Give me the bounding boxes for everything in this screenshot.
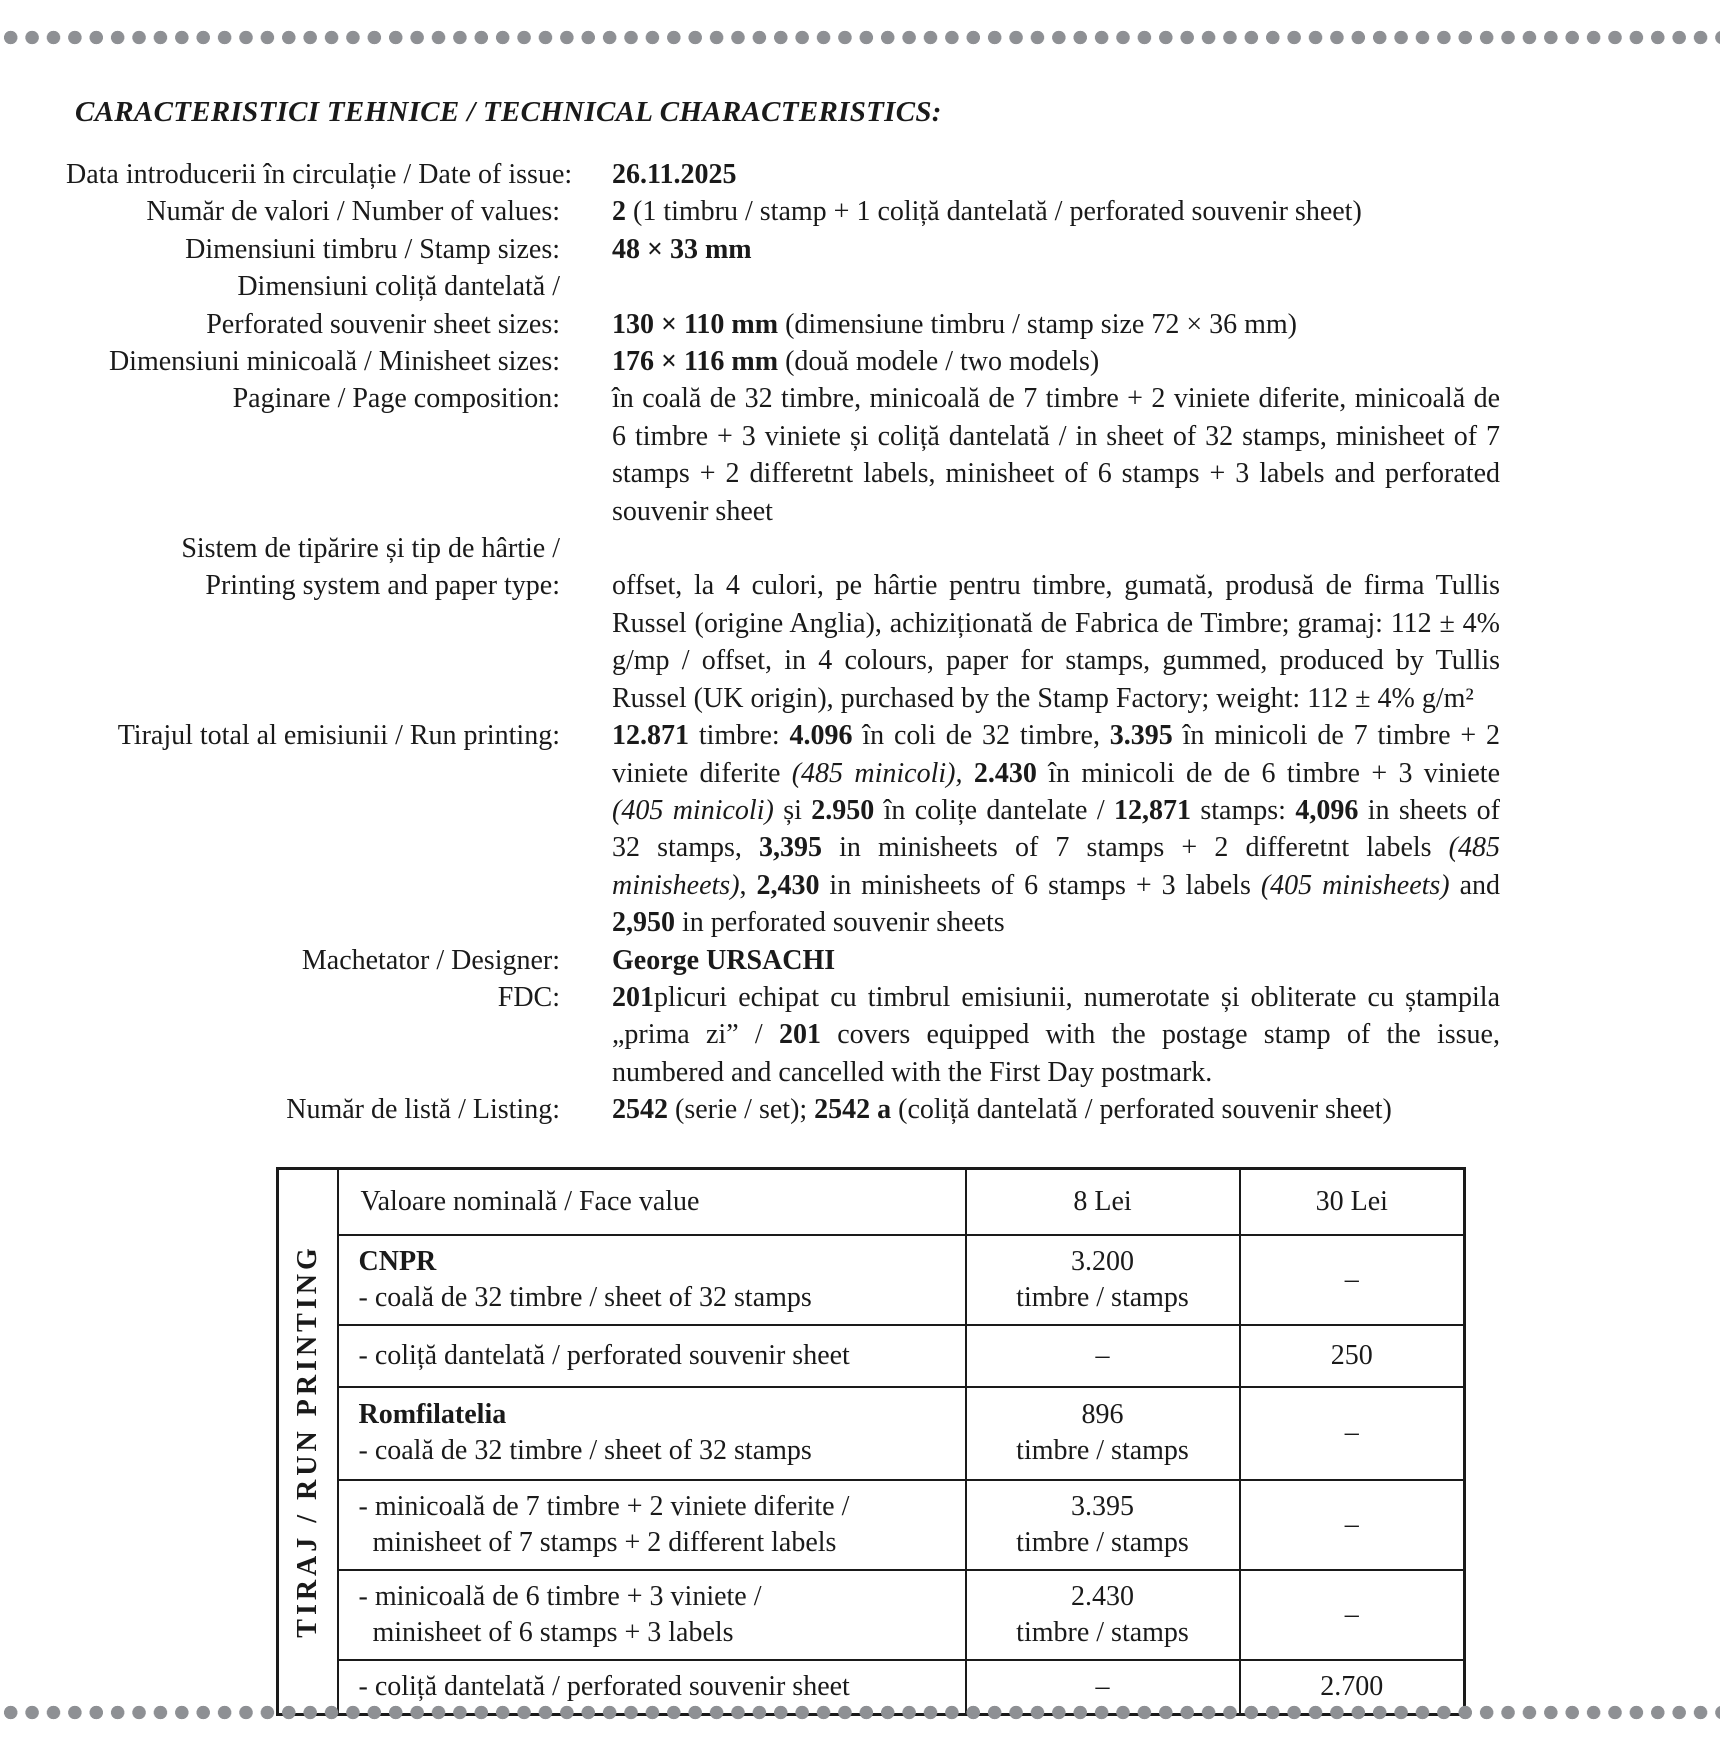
field-row-souvenir-sheet-sizes-ro: [66, 268, 1720, 305]
field-value: 176 × 116 mm (două modele / two models): [612, 346, 1100, 378]
quantity-line: timbre / stamps: [1016, 1435, 1189, 1467]
field-value: 48 × 33 mm: [612, 233, 752, 265]
field-value: offset, la 4 culori, pe hârtie pentru timbre, gumată, produsă de firma Tullis Russel (origine Anglia), achiziționată de Fabrica de Timbre; gramaj: 112 ± 4% g/mp / offset, in 4 colours, paper for stamps, gummed, produced by Tullis Russel (UK origin), purchased by the Stamp Factory; weight: 112 ± 4% g/m²: [612, 570, 1500, 714]
quantity-line: timbre / stamps: [1016, 1281, 1189, 1313]
quantity-line: 2.700: [1320, 1670, 1384, 1702]
table-row-cnpr-souvenir-sheet: [278, 1325, 1465, 1387]
field-value: 12.871 timbre: 4.096 în coli de 32 timbre, 3.395 în minicoli de 7 timbre + 2 viniete diferite (485 minicoli), 2.430 în minicoli de de 6 timbre + 3 viniete (405 minicoli) și 2.950 în colițe dantelate / 12,871 stamps: 4,096 in sheets of 32 stamps, 3,395 in minisheets of 7 stamps + 2 differetnt labels (485 minisheets), 2,430 in minisheets of 6 stamps + 3 labels (405 minisheets) and 2,950 in perforated souvenir sheets: [612, 720, 1501, 939]
quantity-line: timbre / stamps: [1016, 1526, 1189, 1558]
cell-30-lei: [1240, 1480, 1465, 1570]
row-description-cell: CNPR - coală de 32 timbre / sheet of 32 stamps: [338, 1235, 966, 1325]
field-label: Sistem de tipărire și tip de hârtie /: [181, 533, 560, 565]
cell-8-lei: [966, 1325, 1240, 1387]
field-row-printing-system-en: [66, 567, 1720, 717]
run-printing-side-label: TIRAJ / RUN PRINTING: [291, 1244, 323, 1638]
field-row-minisheet-sizes: [66, 343, 1720, 380]
column-header-face-value: Valoare nominală / Face value: [338, 1168, 966, 1235]
dotted-separator-top: [0, 29, 1720, 46]
quantity-line: –: [1344, 1508, 1359, 1540]
column-header-30-lei: 30 Lei: [1240, 1168, 1465, 1235]
quantity-line: –: [1344, 1417, 1359, 1449]
field-value: în coală de 32 timbre, minicoală de 7 timbre + 2 viniete diferite, minicoală de 6 timbre + 3 viniete și coliță dantelată / in sheet of 32 stamps, minisheet of 7 stamps + 2 differetnt labels, minisheet of 6 stamps + 3 labels and perforated souvenir sheet: [612, 383, 1500, 527]
table-row-minisheet-6-stamps: [278, 1570, 1465, 1660]
field-row-listing: [66, 1091, 1720, 1128]
row-description-cell: - minicoală de 7 timbre + 2 viniete diferite / minisheet of 7 stamps + 2 different labels: [338, 1480, 966, 1570]
cell-30-lei: [1240, 1235, 1465, 1325]
quantity-line: –: [1095, 1339, 1110, 1371]
table-header-row: [278, 1168, 1465, 1235]
field-value: 2 (1 timbru / stamp + 1 coliță dantelată / perforated souvenir sheet): [612, 196, 1362, 228]
field-label: Machetator / Designer:: [301, 944, 560, 976]
field-label: Tirajul total al emisiunii / Run printing:: [117, 720, 560, 752]
field-value: [612, 268, 1500, 305]
cell-8-lei: [966, 1570, 1240, 1660]
field-value: 130 × 110 mm (dimensiune timbru / stamp size 72 × 36 mm): [612, 308, 1298, 340]
field-label: Printing system and paper type:: [205, 570, 560, 602]
technical-fields-list: [0, 156, 1720, 1129]
quantity-line: 250: [1330, 1339, 1373, 1371]
row-description-cell: - minicoală de 6 timbre + 3 viniete / minisheet of 6 stamps + 3 labels: [338, 1570, 966, 1660]
row-description-cell: - coliță dantelată / perforated souvenir sheet: [338, 1325, 966, 1387]
cell-30-lei: [1240, 1570, 1465, 1660]
field-label: Paginare / Page composition:: [232, 383, 560, 415]
quantity-line: 2.430: [1071, 1580, 1134, 1612]
field-value: 2542 (serie / set); 2542 a (coliță dantelată / perforated souvenir sheet): [612, 1094, 1392, 1126]
column-header-8-lei: 8 Lei: [966, 1168, 1240, 1235]
field-row-fdc: [66, 979, 1720, 1091]
quantity-line: –: [1344, 1263, 1359, 1295]
cell-8-lei: [966, 1235, 1240, 1325]
field-value: 201plicuri echipat cu timbrul emisiunii, numerotate și obliterate cu ștampila „prima zi” / 201 covers equipped with the postage stamp of the issue, numbered and cancelled with the First Day postmark.: [612, 981, 1500, 1088]
page-title: CARACTERISTICI TEHNICE / TECHNICAL CHARACTERISTICS:: [75, 96, 942, 128]
quantity-line: 3.395: [1071, 1490, 1134, 1522]
field-value: 26.11.2025: [612, 159, 737, 190]
field-label: Data introducerii în circulație / Date of issue:: [66, 159, 573, 190]
field-row-number-of-values: [66, 193, 1720, 230]
field-value: George URSACHI: [612, 944, 836, 976]
field-row-run-printing: [66, 717, 1720, 941]
cell-8-lei: [966, 1480, 1240, 1570]
quantity-line: timbre / stamps: [1016, 1616, 1189, 1648]
field-label: Dimensiuni minicoală / Minisheet sizes:: [108, 346, 560, 378]
table-row-minisheet-7-stamps: [278, 1480, 1465, 1570]
field-row-designer: [66, 942, 1720, 979]
cell-30-lei: [1240, 1325, 1465, 1387]
run-printing-table-wrapper: [276, 1167, 1720, 1716]
table-row-romfilatelia-sheet: [278, 1387, 1465, 1480]
table-row-cnpr-sheet: [278, 1235, 1465, 1325]
field-label: FDC:: [497, 981, 560, 1013]
row-description-cell: - coliță dantelată / perforated souvenir sheet: [338, 1660, 966, 1715]
field-row-page-composition: [66, 380, 1720, 530]
cell-8-lei: [966, 1387, 1240, 1480]
cell-30-lei: [1240, 1387, 1465, 1480]
field-row-souvenir-sheet-sizes-en: [66, 306, 1720, 343]
quantity-line: 3.200: [1071, 1245, 1134, 1277]
field-label: Număr de valori / Number of values:: [146, 196, 560, 228]
field-label: Dimensiuni coliță dantelată /: [237, 271, 560, 303]
field-row-date-of-issue: [66, 156, 1720, 193]
quantity-line: 896: [1081, 1399, 1124, 1431]
quantity-line: –: [1344, 1598, 1359, 1630]
dotted-separator-bottom: [0, 1704, 1720, 1721]
quantity-line: –: [1095, 1670, 1110, 1702]
field-row-stamp-sizes: [66, 231, 1720, 268]
field-row-printing-system-ro: [66, 530, 1720, 567]
run-printing-table: [276, 1167, 1466, 1716]
field-label: Dimensiuni timbru / Stamp sizes:: [185, 233, 560, 265]
field-value: [612, 530, 1500, 567]
field-label: Număr de listă / Listing:: [286, 1094, 560, 1126]
row-description-cell: Romfilatelia - coală de 32 timbre / sheet of 32 stamps: [338, 1387, 966, 1480]
field-label: Perforated souvenir sheet sizes:: [206, 308, 560, 340]
run-printing-side-cell: [278, 1168, 338, 1714]
